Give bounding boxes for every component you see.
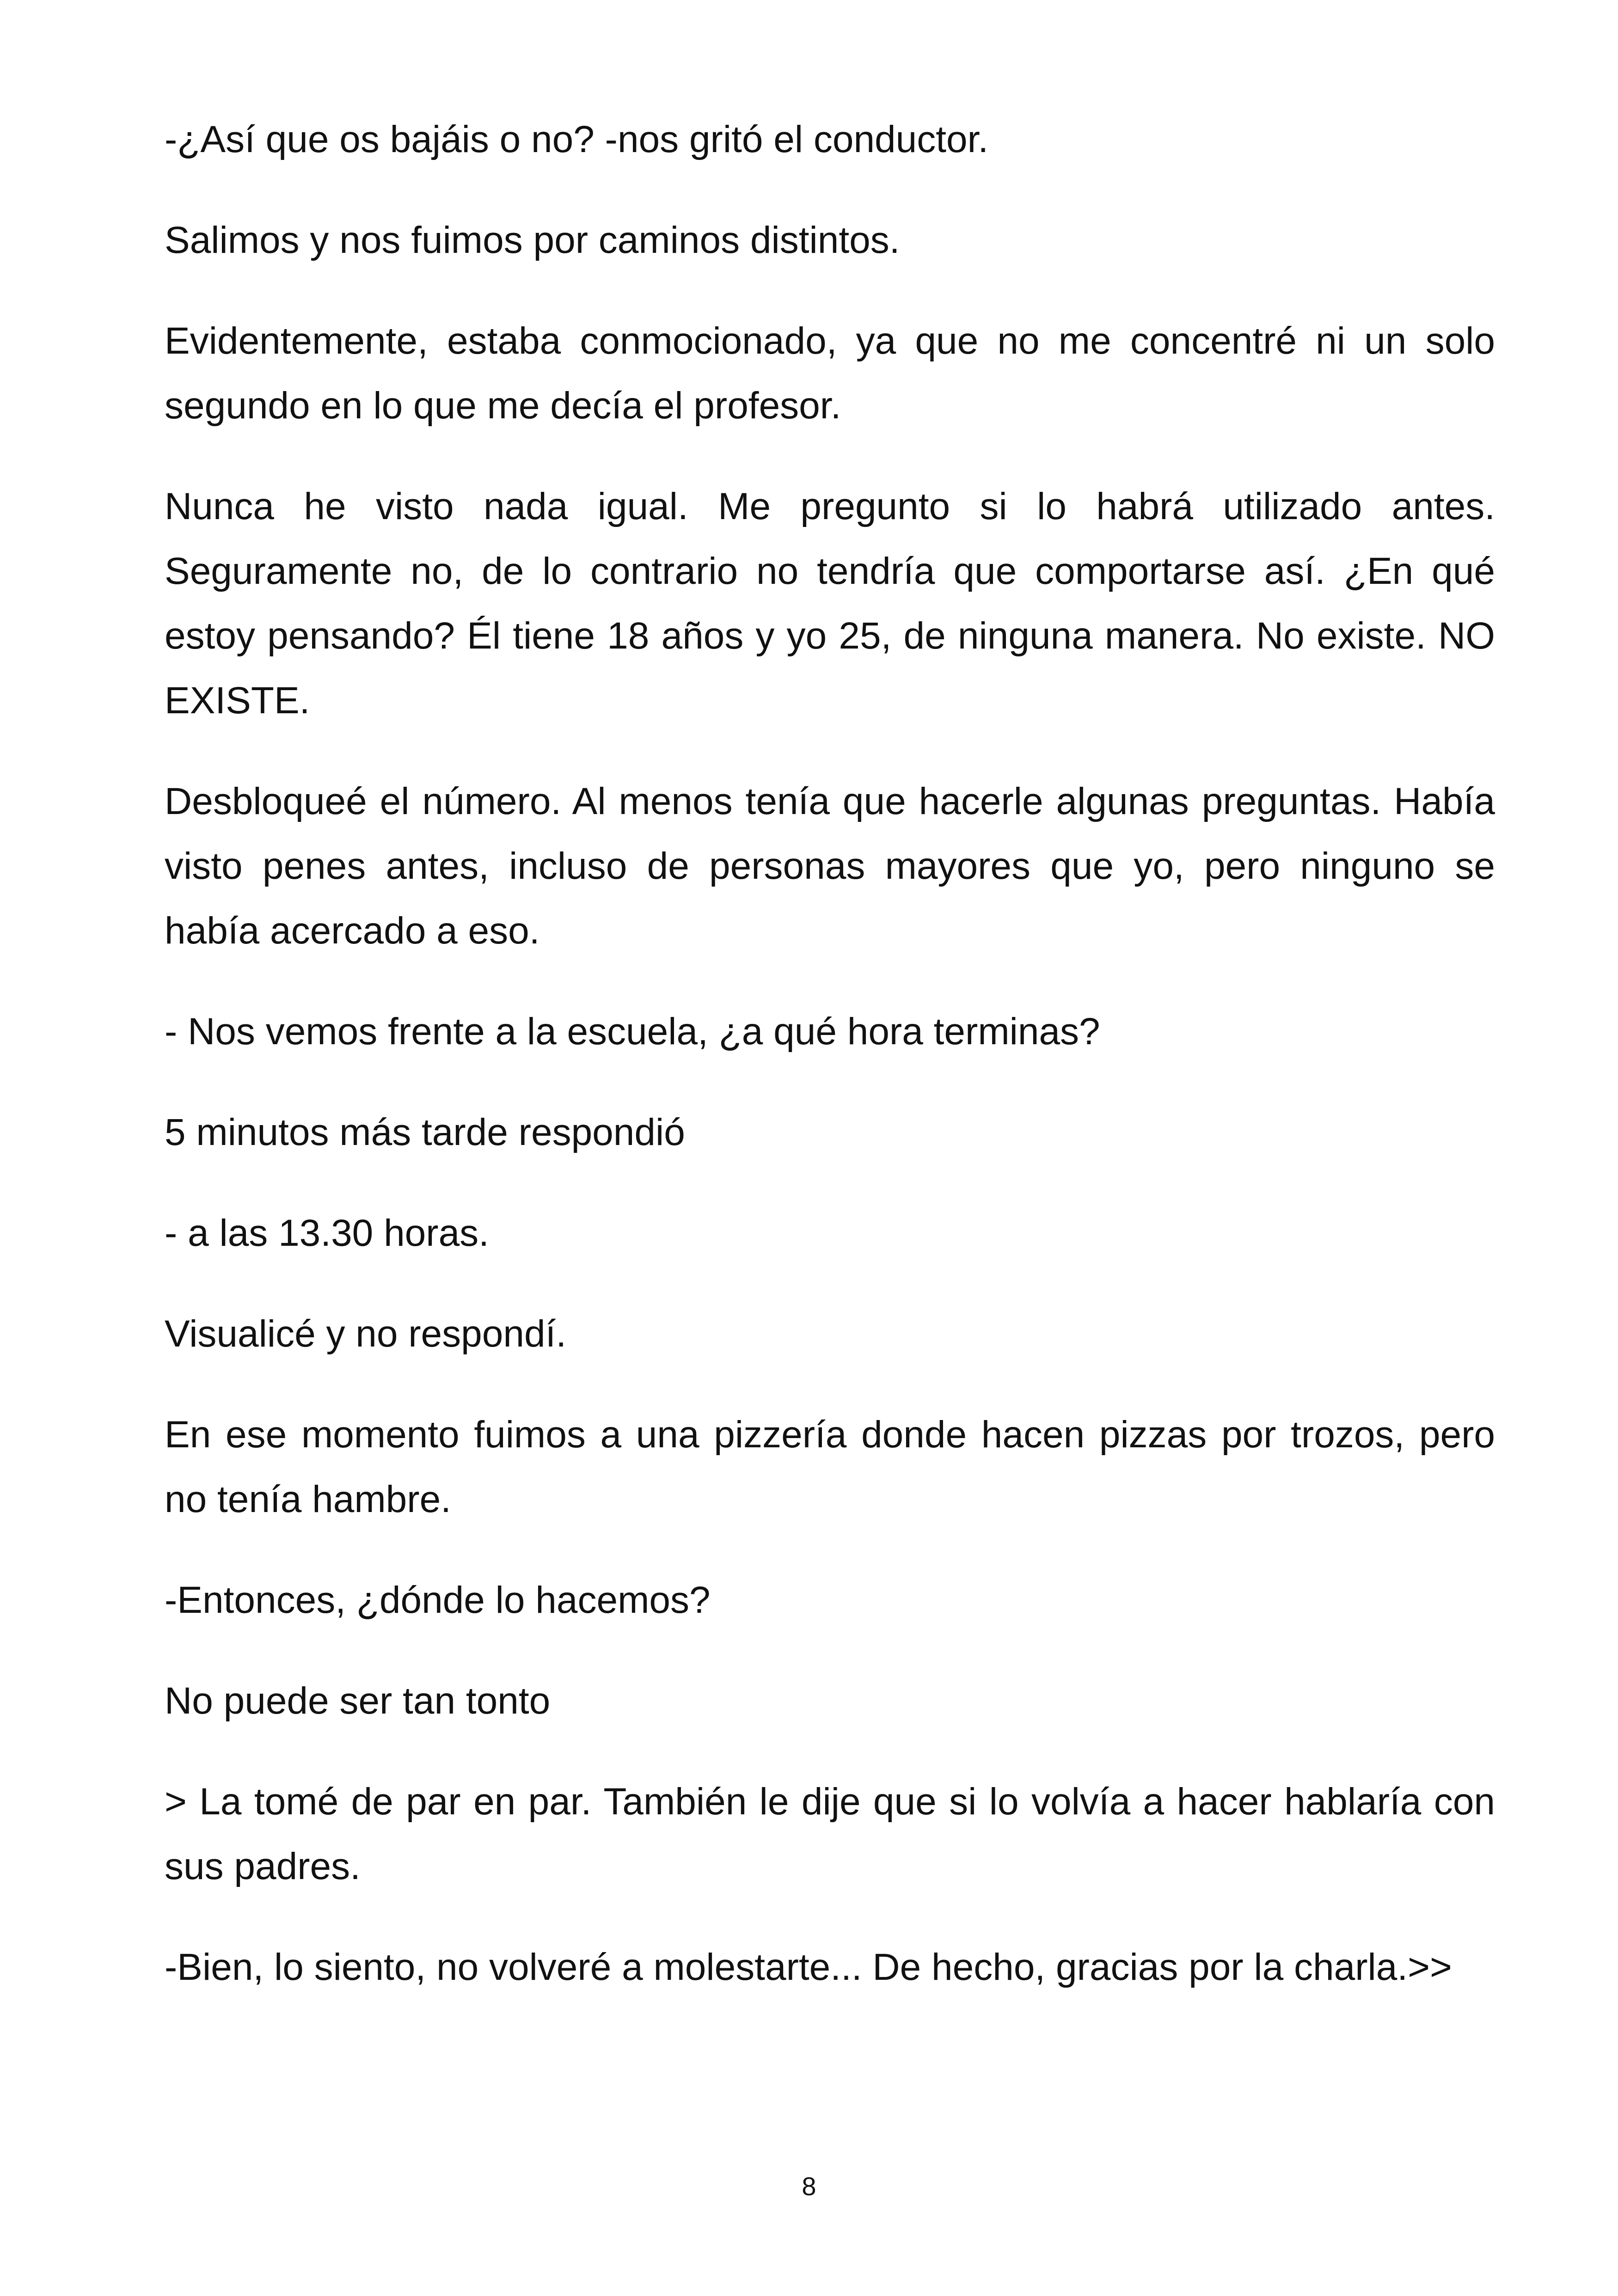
page-number: 8: [802, 2172, 816, 2201]
paragraph: - Nos vemos frente a la escuela, ¿a qué hora terminas?: [165, 1010, 1100, 1053]
paragraph: -Entonces, ¿dónde lo hacemos?: [165, 1579, 711, 1621]
paragraph: Evidentemente, estaba conmocionado, ya que no me concentré ni un solo segundo en lo que me decía el profesor.: [165, 320, 1495, 427]
paragraph: > La tomé de par en par. También le dije que si lo volvía a hacer hablaría con sus padres.: [165, 1781, 1495, 1887]
paragraph: Desbloqueé el número. Al menos tenía que hacerle algunas preguntas. Había visto penes antes, incluso de personas mayores que yo, pero ninguno se había acercado a eso.: [165, 780, 1495, 952]
paragraph: Salimos y nos fuimos por caminos distintos.: [165, 219, 900, 261]
paragraph: Nunca he visto nada igual. Me pregunto si lo habrá utilizado antes. Seguramente no, de lo contrario no tendría que comportarse así. ¿En qué estoy pensando? Él tiene 18 años y yo 25, de ninguna manera. No existe. NO EXISTE.: [165, 485, 1495, 722]
paragraph: No puede ser tan tonto: [165, 1680, 551, 1722]
paragraph: 5 minutos más tarde respondió: [165, 1111, 685, 1153]
paragraph: -¿Así que os bajáis o no? -nos gritó el conductor.: [165, 118, 989, 160]
body-text: [165, 107, 1495, 2036]
paragraph: Visualicé y no respondí.: [165, 1313, 567, 1355]
paragraph: -Bien, lo siento, no volveré a molestarte... De hecho, gracias por la charla.>>: [165, 1946, 1452, 1988]
paragraph: - a las 13.30 horas.: [165, 1212, 489, 1254]
paragraph: En ese momento fuimos a una pizzería donde hacen pizzas por trozos, pero no tenía hambre.: [165, 1414, 1495, 1520]
